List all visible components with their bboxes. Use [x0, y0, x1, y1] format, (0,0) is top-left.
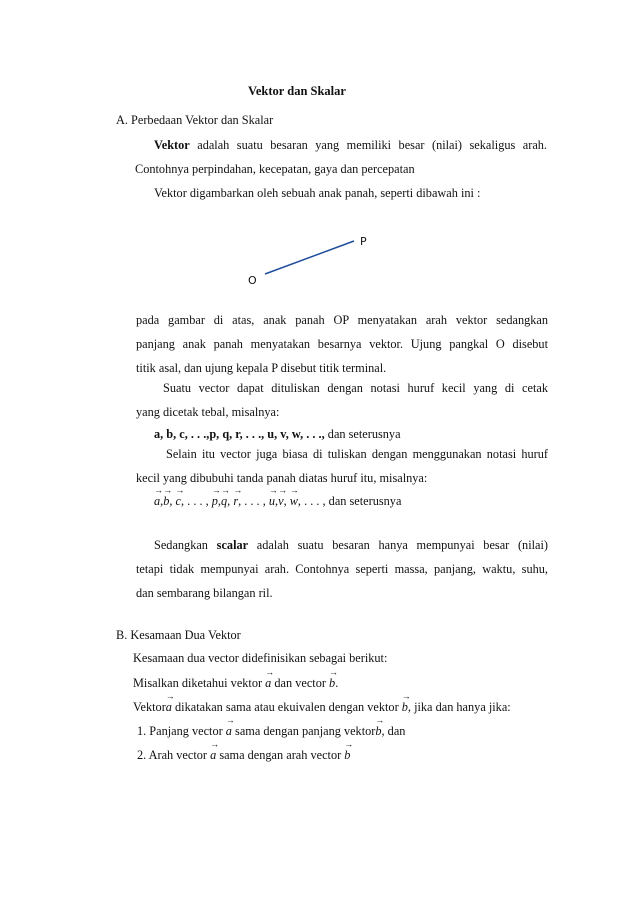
- point-p-label: P: [360, 235, 367, 248]
- suppose-and-text: dan vector: [274, 676, 326, 690]
- vektor-examples: Contohnya perpindahan, kecepatan, gaya dan percepatan: [135, 162, 415, 176]
- equality-suppose: Misalkan diketahui vektor → a dan vector → b.: [133, 676, 338, 691]
- suppose-text: Misalkan diketahui vektor: [133, 676, 263, 690]
- figure-explanation-line1: pada gambar di atas, anak panah OP menyatakan arah vektor sedangkan: [136, 313, 548, 327]
- scalar-definition-text: adalah suatu besaran hanya mempunyai besar (nilai): [256, 538, 548, 552]
- point-o-label: O: [248, 274, 257, 287]
- scalar-prefix: Sedangkan: [154, 538, 208, 552]
- section-a-heading: A. Perbedaan Vektor dan Skalar: [116, 113, 274, 127]
- bold-vector-examples: [154, 427, 401, 442]
- arrow-list-suffix: dan seterusnya: [328, 494, 402, 508]
- item1-text-b: sama dengan panjang vektor: [235, 724, 376, 738]
- equality-condition: Vektor→ a dikatakan sama atau ekuivalen dengan vektor → b, jika dan hanya jika:: [133, 700, 511, 715]
- notation-arrow-line2: kecil yang dibubuhi tanda panah diatas huruf itu, misalnya:: [136, 471, 428, 485]
- item2-text-a: 2. Arah vector: [137, 748, 207, 762]
- scalar-examples-cont: dan sembarang bilangan ril.: [136, 586, 273, 600]
- paragraph-scalar-definition: [154, 538, 548, 553]
- vektor-definition-text: adalah suatu besaran yang memiliki besar (nilai) sekaligus arah.: [197, 138, 547, 152]
- figure-explanation-line2: panjang anak panah menyatakan besarnya vektor. Ujung pangkal O disebut: [136, 337, 548, 351]
- term-scalar: scalar: [216, 538, 249, 552]
- item1-text-c: , dan: [381, 724, 406, 738]
- paragraph-vektor-definition: [154, 138, 547, 153]
- term-vektor: Vektor: [154, 138, 190, 152]
- vektor-drawing-intro: Vektor digambarkan oleh sebuah anak panah, seperti dibawah ini :: [154, 186, 481, 200]
- condition-text-a: Vektor: [133, 700, 166, 714]
- condition-text-c: , jika dan hanya jika:: [407, 700, 511, 714]
- vector-op-arrow: [265, 241, 354, 274]
- page-title: Vektor dan Skalar: [248, 84, 346, 98]
- section-b-heading: B. Kesamaan Dua Vektor: [116, 628, 241, 642]
- item1-text-a: 1. Panjang vector: [137, 724, 223, 738]
- equality-intro: Kesamaan dua vector didefinisikan sebagai berikut:: [133, 651, 388, 665]
- bold-list-suffix: dan seterusnya: [327, 427, 401, 441]
- arrow-letter-list: → a,→ b, → c, . . . , → p,→ q, → r, . . . , → u,→ v, → w, . . . ,: [154, 494, 326, 508]
- figure-explanation-line3: titik asal, dan ujung kepala P disebut titik terminal.: [136, 361, 387, 375]
- condition-item-1: 1. Panjang vector → a sama dengan panjang vektor→ b, dan: [137, 724, 405, 739]
- notation-bold-line2: yang dicetak tebal, misalnya:: [136, 405, 280, 419]
- scalar-examples: tetapi tidak mempunyai arah. Contohnya seperti massa, panjang, waktu, suhu,: [136, 562, 548, 576]
- notation-bold-line1: Suatu vector dapat dituliskan dengan notasi huruf kecil yang di cetak: [163, 381, 548, 395]
- condition-item-2: 2. Arah vector → a sama dengan arah vector → b: [137, 748, 350, 763]
- bold-letter-list: a, b, c, . . .,p, q, r, . . ., u, v, w, . . .,: [154, 427, 325, 441]
- notation-arrow-line1: Selain itu vector juga biasa di tuliskan dengan menggunakan notasi huruf: [166, 447, 548, 461]
- arrow-vector-examples: [154, 494, 401, 509]
- item2-text-b: sama dengan arah vector: [219, 748, 342, 762]
- condition-text-b: dikatakan sama atau ekuivalen dengan vektor: [175, 700, 399, 714]
